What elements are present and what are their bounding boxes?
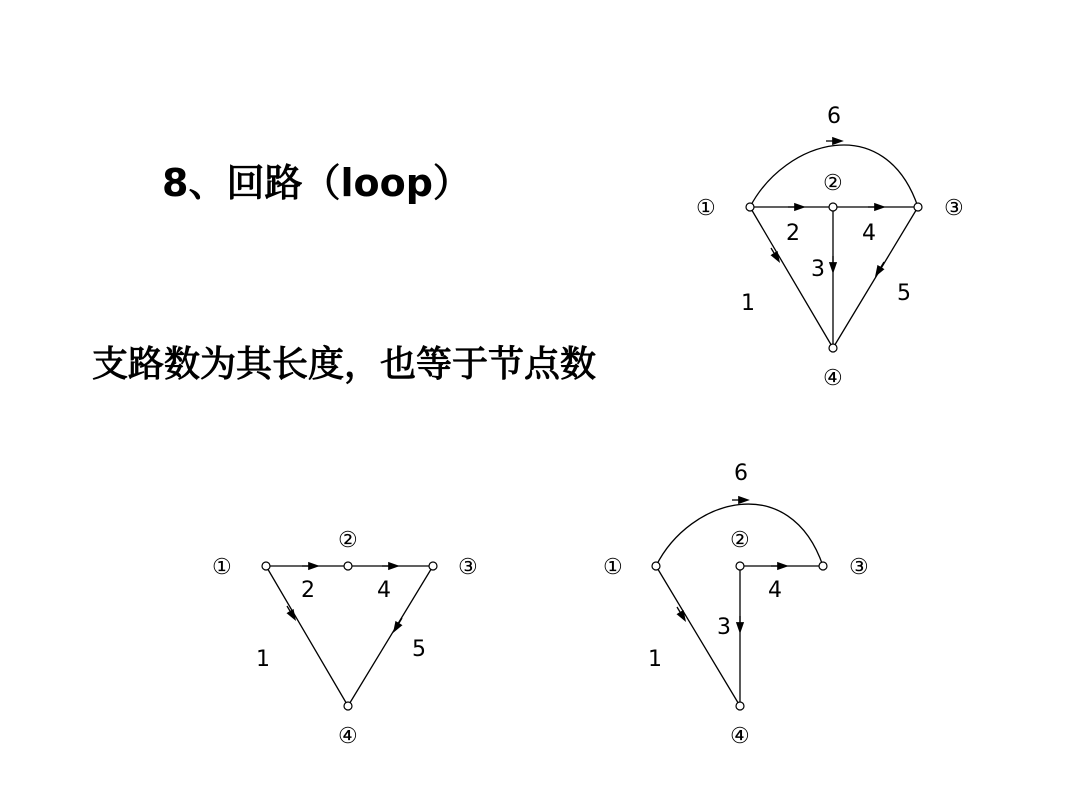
node-1-label: ① <box>212 555 232 580</box>
branch-6-label: 6 <box>734 461 748 486</box>
node-3-label: ③ <box>458 555 478 580</box>
node-2-dot <box>829 203 837 211</box>
node-3-dot <box>429 562 437 570</box>
node-3-label: ③ <box>849 555 869 580</box>
node-1-label: ① <box>696 196 716 221</box>
branch-5-label: 5 <box>412 637 426 662</box>
full-graph <box>696 104 964 391</box>
branch-6-label: 6 <box>827 104 841 129</box>
branch-1-label: 1 <box>741 291 755 316</box>
branch-4-label: 4 <box>377 578 391 603</box>
node-4-dot <box>344 702 352 710</box>
node-2-dot <box>344 562 352 570</box>
node-3-label: ③ <box>944 196 964 221</box>
node-2-label: ② <box>823 171 843 196</box>
node-2-dot <box>736 562 744 570</box>
title-text: 、回路（loop） <box>188 161 471 205</box>
title-number: 8 <box>162 161 189 205</box>
node-4-label: ④ <box>338 724 358 749</box>
branch-5-label: 5 <box>897 281 911 306</box>
node-1-label: ① <box>603 555 623 580</box>
branch-1-label: 1 <box>256 647 270 672</box>
node-4-dot <box>829 344 837 352</box>
node-3-dot <box>914 203 922 211</box>
node-2-label: ② <box>338 528 358 553</box>
branch-4-label: 4 <box>862 221 876 246</box>
branch-2-label: 2 <box>786 221 800 246</box>
branch-2-label: 2 <box>301 578 315 603</box>
loop-graph-a <box>212 528 478 749</box>
node-1-dot <box>652 562 660 570</box>
node-1-dot <box>262 562 270 570</box>
node-4-label: ④ <box>730 724 750 749</box>
branch-4-label: 4 <box>768 578 782 603</box>
node-4-dot <box>736 702 744 710</box>
node-4-label: ④ <box>823 366 843 391</box>
node-1-dot <box>746 203 754 211</box>
branch-3-label: 3 <box>717 615 731 640</box>
node-2-label: ② <box>730 528 750 553</box>
node-3-dot <box>819 562 827 570</box>
branch-1-label: 1 <box>648 647 662 672</box>
loop-statement: 支路数为其长度，也等于节点数 <box>92 344 597 385</box>
branch-3-label: 3 <box>811 257 825 282</box>
loop-graph-b <box>603 461 869 749</box>
